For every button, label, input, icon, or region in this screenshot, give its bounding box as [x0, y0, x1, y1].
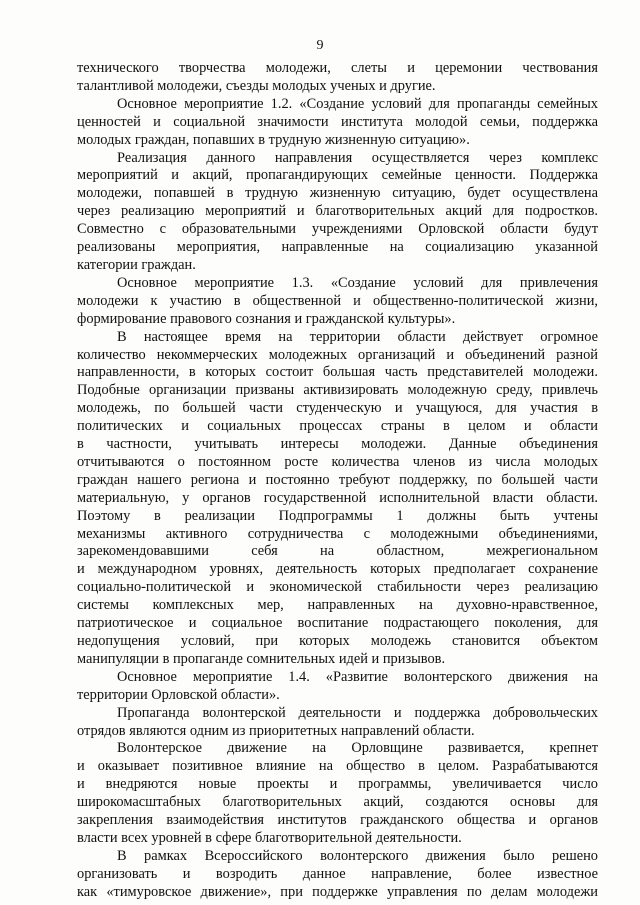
text-line: молодых граждан, попавших в трудную жизненную ситуацию».: [77, 131, 470, 148]
text-line: талантливой молодежи, съезды молодых ученых и другие.: [77, 77, 436, 94]
text-line: Волонтерское движение на Орловщине развивается, крепнет: [117, 740, 598, 757]
paragraph: [77, 669, 598, 705]
text-line: патриотическое и социальное воспитание подрастающего поколения, для: [77, 615, 598, 632]
text-line: Поэтому в реализации Подпрограммы 1 должны быть учтены: [77, 507, 598, 524]
text-line: политических и социальных процессах страны в целом и области: [77, 418, 598, 435]
text-line: Основное мероприятие 1.2. «Создание условий для пропаганды семейных: [117, 95, 598, 112]
text-line: как «тимуровское движение», при поддержке управления по делам молодежи: [77, 883, 598, 900]
text-line: В настоящее время на территории области действует огромное: [117, 328, 598, 345]
text-line: в частности, учитывать интересы молодежи. Данные объединения: [77, 436, 598, 453]
text-line: манипуляции в пропаганде сомнительных идей и призывов.: [77, 650, 446, 667]
text-line: и международном уровнях, деятельность которых предполагает сохранение: [77, 561, 598, 578]
text-line: власти всех уровней в сфере благотворительной деятельности.: [77, 829, 462, 846]
text-line: отрядов являются одним из приоритетных направлений области.: [77, 722, 475, 739]
text-line: материальную, у органов государственной исполнительной власти области.: [77, 489, 598, 506]
text-line: молодежи, попавшей в трудную жизненную ситуацию, будет осуществлена: [77, 185, 598, 202]
paragraph: [77, 60, 598, 96]
paragraph: [77, 96, 598, 150]
text-line: Основное мероприятие 1.3. «Создание условий для привлечения: [117, 274, 598, 291]
text-line: и оказывает позитивное влияние на общество в целом. Разрабатываются: [77, 758, 598, 775]
text-line: отчитываются о постоянном росте количества членов из числа молодых: [77, 453, 598, 470]
paragraph: [77, 705, 598, 741]
text-line: В рамках Всероссийского волонтерского движения было решено: [117, 847, 598, 864]
text-line: зарекомендовавшими себя на областном, межрегиональном: [77, 543, 598, 560]
text-line: формирование правового сознания и гражданской культуры».: [77, 310, 456, 327]
text-line: через реализацию мероприятий и благотворительных акций для подростков.: [77, 203, 598, 220]
page-number: 9: [316, 38, 324, 53]
body-text: [77, 60, 598, 902]
text-line: Совместно с образовательными учреждениями Орловской области будут: [77, 221, 598, 238]
paragraph: [77, 329, 598, 669]
paragraph: [77, 275, 598, 329]
text-line: недопущения условий, при которых молодежь становится объектом: [77, 633, 598, 649]
text-line: граждан нашего региона и постоянно требуют поддержку, по большей части: [77, 471, 598, 488]
text-line: широкомасштабных благотворительных акций, создаются основы для: [77, 794, 598, 811]
paragraph: [77, 150, 598, 275]
text-line: реализованы мероприятия, направленные на социализацию указанной: [77, 239, 598, 256]
text-line: Реализация данного направления осуществляется через комплекс: [117, 149, 598, 166]
paragraph: [77, 848, 598, 902]
text-line: молодежь, по большей части студенческую и учащуюся, для участия в: [77, 400, 598, 417]
text-line: Подобные организации призваны активизировать молодежную среду, привлечь: [77, 382, 598, 399]
text-line: мероприятий и акций, пропагандирующих семейные ценности. Поддержка: [77, 167, 598, 184]
text-line: закрепления взаимодействия институтов гражданского общества и органов: [77, 812, 598, 829]
text-line: и внедряются новые проекты и программы, увеличивается число: [77, 776, 598, 793]
text-line: территории Орловской области».: [77, 686, 280, 703]
text-line: социально-политической и экономической стабильности через реализацию: [77, 579, 598, 596]
text-line: количество некоммерческих молодежных организаций и объединений разной: [77, 346, 598, 363]
text-line: Пропаганда волонтерской деятельности и поддержка добровольческих: [117, 704, 598, 721]
text-line: ценностей и социальной значимости института молодой семьи, поддержка: [77, 113, 598, 130]
text-line: организовать и возродить данное направление, более известное: [77, 865, 598, 882]
text-line: направленности, в которых состоит большая часть представителей молодежи.: [77, 364, 598, 381]
text-line: технического творчества молодежи, слеты и церемонии чествования: [77, 60, 598, 76]
text-line: Основное мероприятие 1.4. «Развитие волонтерского движения на: [117, 668, 598, 685]
text-line: категории граждан.: [77, 256, 196, 273]
text-line: механизмы активного сотрудничества с молодежными объединениями,: [77, 525, 598, 542]
text-line: молодежи к участию в общественной и общественно-политической жизни,: [77, 292, 598, 309]
paragraph: [77, 740, 598, 847]
text-line: системы комплексных мер, направленных на духовно-нравственное,: [77, 597, 598, 614]
